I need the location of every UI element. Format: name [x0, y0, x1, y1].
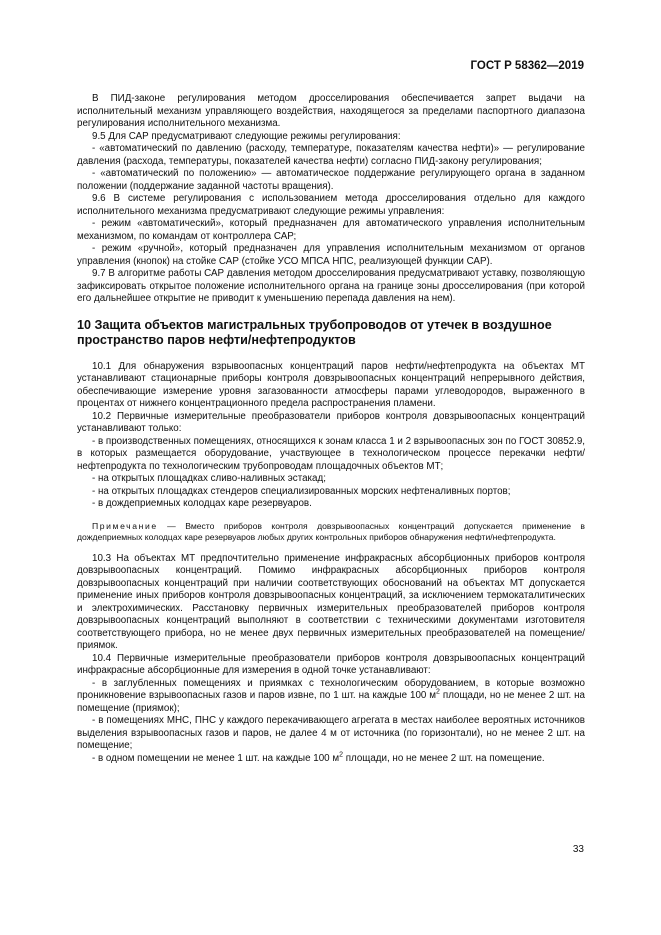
list-item: - режим «автоматический», который предназначен для автоматического управления исполнительным механизмом, по командам от контроллера САР;: [77, 218, 585, 242]
list-item: - в помещениях МНС, ПНС у каждого перекачивающего агрегата в местах наиболее вероятных источников выделения взрывоопасных газов и паров, не далее 4 м от источника (по горизонтали), но не менее 2 шт. на помещение;: [77, 715, 585, 751]
page-content: [77, 93, 585, 765]
list-item: - на открытых площадках сливо-наливных эстакад;: [92, 473, 326, 484]
note-text: — Вместо приборов контроля довзрывоопасных концентраций допускается применение в дождеприемных колодцах каре резервуаров любых других контрольных приборов обнаружения нефти/нефтепродукта.: [77, 520, 585, 542]
paragraph: В ПИД-законе регулирования методом дросселирования обеспечивается запрет выдачи на исполнительный механизм управляющего воздействия, находящегося за пределами паспортного диапазона регулирования исполнительного механизма.: [77, 93, 585, 129]
page-number: 33: [572, 844, 584, 855]
list-item: [77, 678, 585, 716]
superscript: 2: [436, 688, 440, 696]
list-item: - режим «ручной», который предназначен для управления исполнительным механизмом от органов управления (кнопок) на стойке САР (стойке УСО МПСА НПС, реализующей функции САР).: [77, 243, 585, 267]
paragraph: 10.1 Для обнаружения взрывоопасных концентраций паров нефти/нефтепродукта на объектах МТ устанавливают стационарные приборы контроля довзрывоопасных концентраций непрерывного действия, обеспечивающие измерение уровня загазованности атмосферы парами углеводородов, выраженного в процентах от нижнего концентрационного предела распространения пламени.: [77, 360, 585, 409]
superscript: 2: [339, 751, 343, 759]
list-item: - «автоматический по давлению (расходу, температуре, показателям качества нефти)» — регулирование давления (расхода, температуры, показателей качества нефти) согласно ПИД-закону регулирования;: [77, 143, 585, 167]
paragraph: 10.4 Первичные измерительные преобразователи приборов контроля довзрывоопасных концентраций инфракрасные абсорбционные для измерения в одной точке устанавливают:: [77, 652, 585, 676]
list-item: [77, 753, 585, 766]
list-item-text: - в заглубленных помещениях и приямках с технологическим оборудованием, в которые возможно проникновение взрывоопасных газов и паров извне, по 1 шт. на каждые 100 м: [77, 677, 585, 701]
note: [77, 521, 585, 543]
document-header: ГОСТ Р 58362—2019: [470, 60, 584, 72]
list-item: - на открытых площадках стендеров специализированных морских нефтеналивных портов;: [92, 485, 511, 497]
paragraph: 9.7 В алгоритме работы САР давления методом дросселирования предусматривают уставку, позволяющую зафиксировать открытое положение исполнительного органа на границе зоны дросселирования (при которой его дальнейшее открытие не приводит к уменьшению перепада давления на нем).: [77, 268, 585, 304]
list-item-text: площади, но не менее 2 шт. на помещение.: [342, 752, 545, 764]
paragraph: 10.3 На объектах МТ предпочтительно применение инфракрасных абсорбционных приборов контроля довзрывоопасных концентраций. Помимо инфракрасных абсорбционных приборов контроля довзрывоопасных концентраций при наличии соответствующих обоснований на объектах МТ допускается применение иных приборов контроля довзрывоопасных концентраций, за исключением термокаталитических и электрохимических. Расстановку первичных измерительных преобразователей приборов контроля довзрывоопасных концентраций выполняют в соответствии с техническими документами изготовителя соответствующего прибора, но не менее двух первичных измерительных преобразователей на помещение/приямок.: [77, 552, 585, 651]
note-label: Примечание: [92, 520, 158, 531]
list-item-text: - в одном помещении не менее 1 шт. на каждые 100 м: [92, 752, 340, 764]
paragraph: 9.6 В системе регулирования с использованием метода дросселирования отдельно для каждого исполнительного механизма предусматривают следующие режимы управления:: [77, 193, 585, 217]
list-item: - «автоматический по положению» — автоматическое поддержание регулирующего органа в заданном положении (поддержание заданной частоты вращения).: [77, 168, 585, 192]
list-item: - в дождеприемных колодцах каре резервуаров.: [92, 498, 312, 509]
paragraph: 10.2 Первичные измерительные преобразователи приборов контроля довзрывоопасных концентраций устанавливают только:: [77, 410, 585, 434]
list-item: - в производственных помещениях, относящихся к зонам класса 1 и 2 взрывоопасных зон по ГОСТ 30852.9, в которых размещается оборудование, участвующее в технологическом процессе перекачки нефти/нефтепродукта по технологическим трубопроводам площадочных объектов МТ;: [77, 435, 585, 472]
section-heading: 10 Защита объектов магистральных трубопроводов от утечек в воздушное пространство паров нефти/нефтепродуктов: [77, 317, 552, 347]
paragraph: 9.5 Для САР предусматривают следующие режимы регулирования:: [92, 130, 401, 142]
list-item-text: площади, но не менее 2 шт. на помещение (приямок);: [77, 690, 585, 714]
